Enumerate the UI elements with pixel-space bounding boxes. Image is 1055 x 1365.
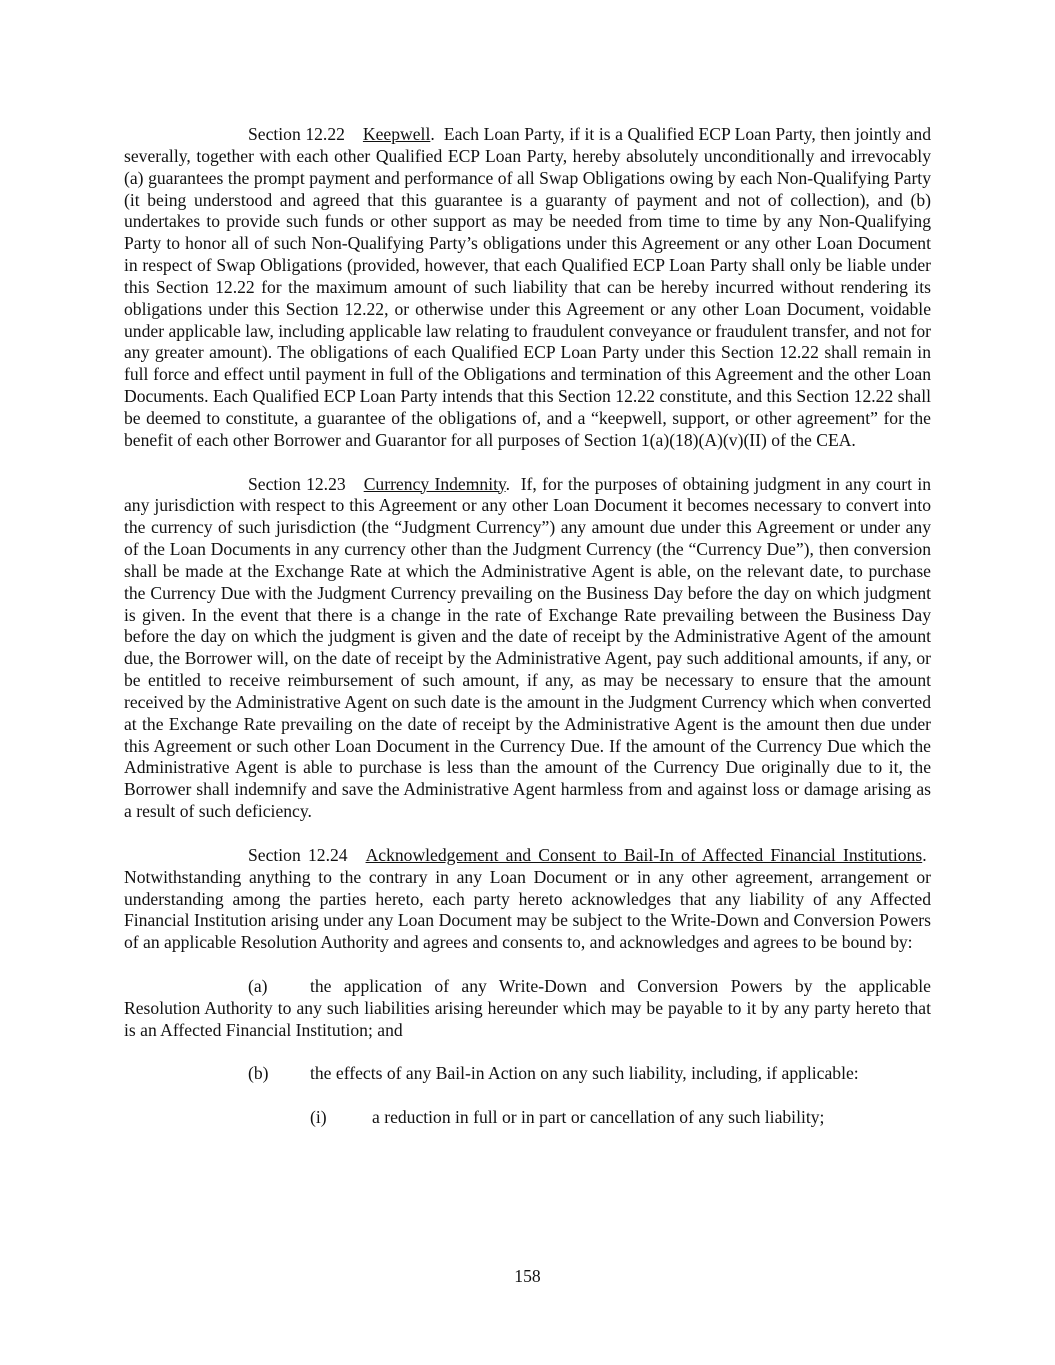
section-title: Keepwell xyxy=(362,124,431,144)
clause-b xyxy=(248,1063,931,1085)
clause-text: the effects of any Bail-in Action on any such liability, including, if applicable: xyxy=(310,1063,859,1084)
section-number: Section 12.22 xyxy=(248,124,345,144)
section-body: If, for the purposes of obtaining judgment in any court in any jurisdiction with respect to this Agreement or any other Loan Document it becomes necessary to convert into the currency of such jurisdiction (the “Judgment Currency”) any amount due under this Agreement or under any of the Loan Documents in any currency other than the Judgment Currency (the “Currency Due”), then conversion shall be made at the Exchange Rate at which the Administrative Agent is able, on the relevant date, to purchase the Currency Due with the Judgment Currency prevailing on the Business Day before the day on which judgment is given. In the event that there is a change in the rate of Exchange Rate prevailing between the Business Day before the day on which the judgment is given and the date of receipt by the Administrative Agent of the amount due, the Borrower will, on the date of receipt by the Administrative Agent, pay such additional amounts, if any, or be entitled to receive reimbursement of such amount, if any, as may be necessary to ensure that the amount received by the Administrative Agent on such date is the amount in the Judgment Currency which when converted at the Exchange Rate prevailing on the date of receipt by the Administrative Agent is the amount then due under this Agreement or such other Loan Document in the Currency Due. If the amount of the Currency Due which the Administrative Agent is able to purchase is less than the amount of the Currency Due originally due to it, the Borrower shall indemnify and save the Administrative Agent harmless from and against loss or damage arising as a result of such deficiency. xyxy=(124,473,932,822)
clause-label: (i) xyxy=(310,1106,327,1127)
section-title: Currency Indemnity xyxy=(363,473,506,494)
section-12-22-paragraph: Section 12.22 Keepwell. Each Loan Party, if it is a Qualified ECP Loan Party, then jointly and severally, together with each other Qualified ECP Loan Party, hereby absolutely unconditionally and irrevocably (a) guarantees the prompt payment and performance of all Swap Obligations owing by each Non-Qualifying Party (it being understood and agreed that this guarantee is a guaranty of payment and not of collection), and (b) undertakes to provide such funds or other support as may be needed from time to time by any Non-Qualifying Party to honor all of such Non-Qualifying Party’s obligations under this Agreement or any other Loan Document in respect of Swap Obligations (provided, however, that each Qualified ECP Loan Party shall only be liable under this Section 12.22 for the maximum amount of such liability that can be hereby incurred without rendering its obligations under this Section 12.22, or otherwise under this Agreement or any other Loan Document, voidable under applicable law, including applicable law relating to fraudulent conveyance or fraudulent transfer, and not for any greater amount). The obligations of each Qualified ECP Loan Party under this Section 12.22 shall remain in full force and effect until payment in full of the Obligations and termination of this Agreement and the other Loan Documents. Each Qualified ECP Loan Party intends that this Section 12.22 constitute, and this Section 12.22 shall be deemed to constitute, a guarantee of the obligations of, and a “keepwell, support, or other agreement” for the benefit of each other Borrower and Guarantor for all purposes of Section 1(a)(18)(A)(v)(II) of the CEA. xyxy=(124,124,932,450)
section-12-24-paragraph: Section 12.24 Acknowledgement and Consent to Bail-In of Affected Financial Institutions. Notwithstanding anything to the contrary in any Loan Document or in any other agreement, arrangement or understanding among the parties hereto, each party hereto acknowledges that any liability of any Affected Financial Institution arising under any Loan Document may be subject to the Write-Down and Conversion Powers of an applicable Resolution Authority and agrees and consents to, and acknowledges and agrees to be bound by: xyxy=(124,844,931,953)
section-title: Acknowledgement and Consent to Bail-In of Affected Financial Institutions xyxy=(365,844,923,865)
clause-label: (b) xyxy=(248,1063,269,1084)
section-12-23-paragraph: Section 12.23 Currency Indemnity. If, for the purposes of obtaining judgment in any court in any jurisdiction with respect to this Agreement or any other Loan Document it becomes necessary to convert into the currency of such jurisdiction (the “Judgment Currency”) any amount due under this Agreement or under any of the Loan Documents in any currency other than the Judgment Currency (the “Currency Due”), then conversion shall be made at the Exchange Rate at which the Administrative Agent is able, on the relevant date, to purchase the Currency Due with the Judgment Currency prevailing on the Business Day before the day on which judgment is given. In the event that there is a change in the rate of Exchange Rate prevailing between the Business Day before the day on which the judgment is given and the date of receipt by the Administrative Agent of the amount due, the Borrower will, on the date of receipt by the Administrative Agent, pay such additional amounts, if any, or be entitled to receive reimbursement of such amount, if any, as may be necessary to ensure that the amount received by the Administrative Agent on such date is the amount in the Judgment Currency which when converted at the Exchange Rate prevailing on the date of receipt by the Administrative Agent is the amount then due under this Agreement or such other Loan Document in the Currency Due. If the amount of the Currency Due which the Administrative Agent is able to purchase is less than the amount of the Currency Due originally due to it, the Borrower shall indemnify and save the Administrative Agent harmless from and against loss or damage arising as a result of such deficiency. xyxy=(124,473,932,822)
section-body: Notwithstanding anything to the contrary in any Loan Document or in any other agreement, arrangement or understanding among the parties hereto, each party hereto acknowledges that any liability of any Affected Financial Institution arising under any Loan Document may be subject to the Write-Down and Conversion Powers of an applicable Resolution Authority and agrees and consents to, and acknowledges and agrees to be bound by: xyxy=(124,866,931,953)
clause-text: a reduction in full or in part or cancellation of any such liability; xyxy=(372,1106,825,1127)
document-page xyxy=(124,124,931,1151)
section-body: Each Loan Party, if it is a Qualified ECP Loan Party, then jointly and severally, together with each other Qualified ECP Loan Party, hereby absolutely unconditionally and irrevocably (a) guarantees the prompt payment and performance of all Swap Obligations owing by each Non-Qualifying Party (it being understood and agreed that this guarantee is a guaranty of payment and not of collection), and (b) undertakes to provide such funds or other support as may be needed from time to time by any Non-Qualifying Party to honor all of such Non-Qualifying Party’s obligations under this Agreement or any other Loan Document in respect of Swap Obligations (provided, however, that each Qualified ECP Loan Party shall only be liable under this Section 12.22 for the maximum amount of such liability that can be hereby incurred without rendering its obligations under this Section 12.22, or otherwise under this Agreement or any other Loan Document, voidable under applicable law, including applicable law relating to fraudulent conveyance or fraudulent transfer, and not for any greater amount). The obligations of each Qualified ECP Loan Party under this Section 12.22 shall remain in full force and effect until payment in full of the Obligations and termination of this Agreement and the other Loan Documents. Each Qualified ECP Loan Party intends that this Section 12.22 constitute, and this Section 12.22 shall be deemed to constitute, a guarantee of the obligations of, and a “keepwell, support, or other agreement” for the benefit of each other Borrower and Guarantor for all purposes of Section 1(a)(18)(A)(v)(II) of the CEA. xyxy=(124,124,932,450)
clause-i xyxy=(310,1107,931,1129)
section-number: Section 12.23 xyxy=(248,473,346,494)
clause-a xyxy=(124,976,931,1042)
clause-label: (a) xyxy=(248,975,268,996)
section-number: Section 12.24 xyxy=(248,844,348,865)
clause-text: the application of any Write-Down and Conversion Powers by the applicable Resolution Authority to any such liabilities arising hereunder which may be payable to it by any party hereto that is an Affected Financial Institution; and xyxy=(124,975,931,1040)
page-number: 158 xyxy=(514,1266,541,1286)
